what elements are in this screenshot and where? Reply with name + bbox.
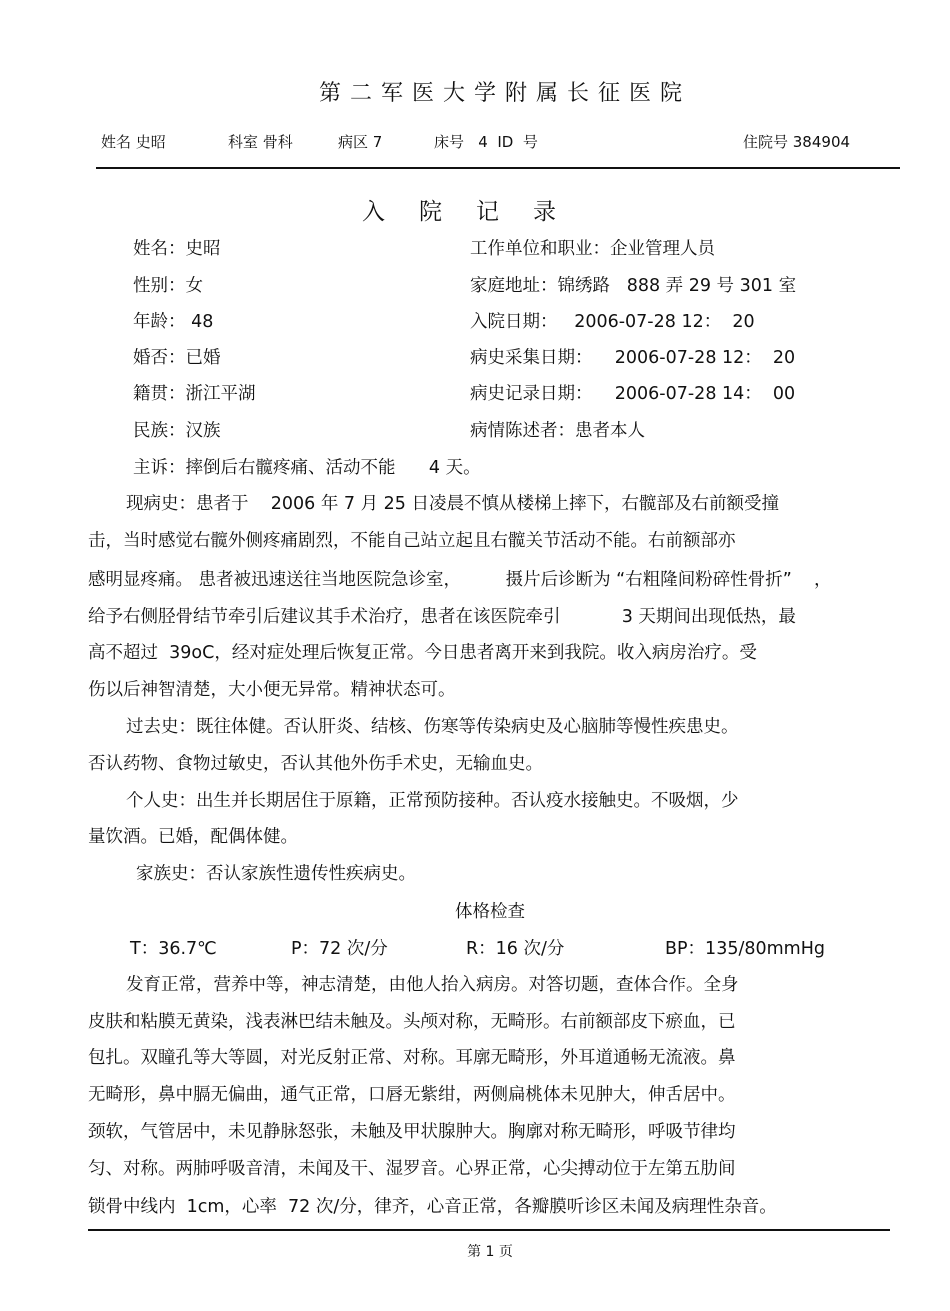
present-illness-line: 伤以后神智清楚，大小便无异常。精神状态可。 bbox=[88, 680, 456, 700]
record-title: 入院记录 bbox=[362, 199, 590, 225]
field-ethnicity: 民族：汉族 bbox=[133, 421, 221, 441]
vital-respiration: R：16 次/分 bbox=[466, 939, 565, 959]
vital-temperature: T：36.7℃ bbox=[130, 939, 217, 959]
present-illness-line: 高不超过 39oC，经对症处理后恢复正常。今日患者离开来到我院。收入病房治疗。受 bbox=[88, 643, 757, 663]
field-age: 年龄： 48 bbox=[133, 312, 214, 332]
field-marital: 婚否：已婚 bbox=[133, 348, 221, 368]
personal-history-line: 个人史：出生并长期居住于原籍，正常预防接种。否认疫水接触史。不吸烟，少 bbox=[126, 791, 739, 811]
exam-line: 颈软，气管居中，未见静脉怒张，未触及甲状腺肿大。胸廓对称无畸形，呼吸节律均 bbox=[88, 1122, 736, 1142]
family-history: 家族史：否认家族性遗传性疾病史。 bbox=[136, 864, 416, 884]
vital-blood-pressure: BP：135/80mmHg bbox=[665, 939, 825, 959]
exam-line: 包扎。双瞳孔等大等圆，对光反射正常、对称。耳廓无畸形，外耳道通畅无流液。鼻 bbox=[88, 1048, 736, 1068]
header-admission-number: 住院号 384904 bbox=[743, 133, 851, 151]
field-name: 姓名：史昭 bbox=[133, 239, 221, 259]
field-employer: 工作单位和职业：企业管理人员 bbox=[470, 239, 715, 259]
field-narrator: 病情陈述者：患者本人 bbox=[470, 421, 645, 441]
field-history-recorded-date: 病史记录日期： 2006-07-28 14： 00 bbox=[470, 384, 796, 404]
field-native-place: 籍贯：浙江平湖 bbox=[133, 384, 256, 404]
past-history-line: 过去史：既往体健。否认肝炎、结核、伤寒等传染病史及心脑肺等慢性疾患史。 bbox=[126, 717, 739, 737]
footer-divider bbox=[88, 1229, 890, 1231]
header-ward: 病区 7 bbox=[338, 133, 383, 151]
past-history-line: 否认药物、食物过敏史，否认其他外伤手术史，无输血史。 bbox=[88, 754, 543, 774]
exam-line: 皮肤和粘膜无黄染，浅表淋巴结未触及。头颅对称，无畸形。右前额部皮下瘀血，已 bbox=[88, 1012, 736, 1032]
exam-line: 无畸形，鼻中膈无偏曲，通气正常，口唇无紫绀，两侧扁桃体未见肿大，伸舌居中。 bbox=[88, 1085, 736, 1105]
header-department: 科室 骨科 bbox=[228, 133, 293, 151]
field-address: 家庭地址：锦绣路 888 弄 29 号 301 室 bbox=[470, 276, 797, 296]
physical-exam-title: 体格检查 bbox=[455, 902, 525, 922]
header-divider bbox=[96, 167, 900, 169]
present-illness-line: 现病史：患者于 2006 年 7 月 25 日凌晨不慎从楼梯上摔下，右髋部及右前额受撞 bbox=[126, 494, 780, 514]
field-history-collected-date: 病史采集日期： 2006-07-28 12： 20 bbox=[470, 348, 796, 368]
header-bed-id: 床号 4 ID 号 bbox=[434, 133, 538, 151]
field-gender: 性别：女 bbox=[133, 276, 203, 296]
present-illness-line: 给予右侧胫骨结节牵引后建议其手术治疗，患者在该医院牵引 3 天期间出现低热，最 bbox=[88, 607, 796, 627]
chief-complaint: 主诉：摔倒后右髋疼痛、活动不能 4 天。 bbox=[133, 458, 481, 478]
exam-line: 锁骨中线内 1cm，心率 72 次/分，律齐，心音正常，各瓣膜听诊区未闻及病理性杂音。 bbox=[88, 1197, 777, 1217]
field-admission-date: 入院日期： 2006-07-28 12： 20 bbox=[470, 312, 755, 332]
header-name: 姓名 史昭 bbox=[101, 133, 166, 151]
present-illness-line: 感明显疼痛。 患者被迅速送往当地医院急诊室， 摄片后诊断为 “右粗隆间粉碎性骨折” ， bbox=[88, 570, 832, 590]
personal-history-line: 量饮酒。已婚，配偶体健。 bbox=[88, 827, 298, 847]
exam-line: 发育正常，营养中等，神志清楚，由他人抬入病房。对答切题，查体合作。全身 bbox=[126, 975, 739, 995]
vital-pulse: P：72 次/分 bbox=[291, 939, 388, 959]
present-illness-line: 击，当时感觉右髋外侧疼痛剧烈，不能自己站立起且右髋关节活动不能。右前额部亦 bbox=[88, 531, 736, 551]
page-number: 第 1 页 bbox=[467, 1244, 513, 1260]
exam-line: 匀、对称。两肺呼吸音清，未闻及干、湿罗音。心界正常，心尖搏动位于左第五肋间 bbox=[88, 1159, 736, 1179]
hospital-name: 第二军医大学附属长征医院 bbox=[318, 81, 691, 106]
